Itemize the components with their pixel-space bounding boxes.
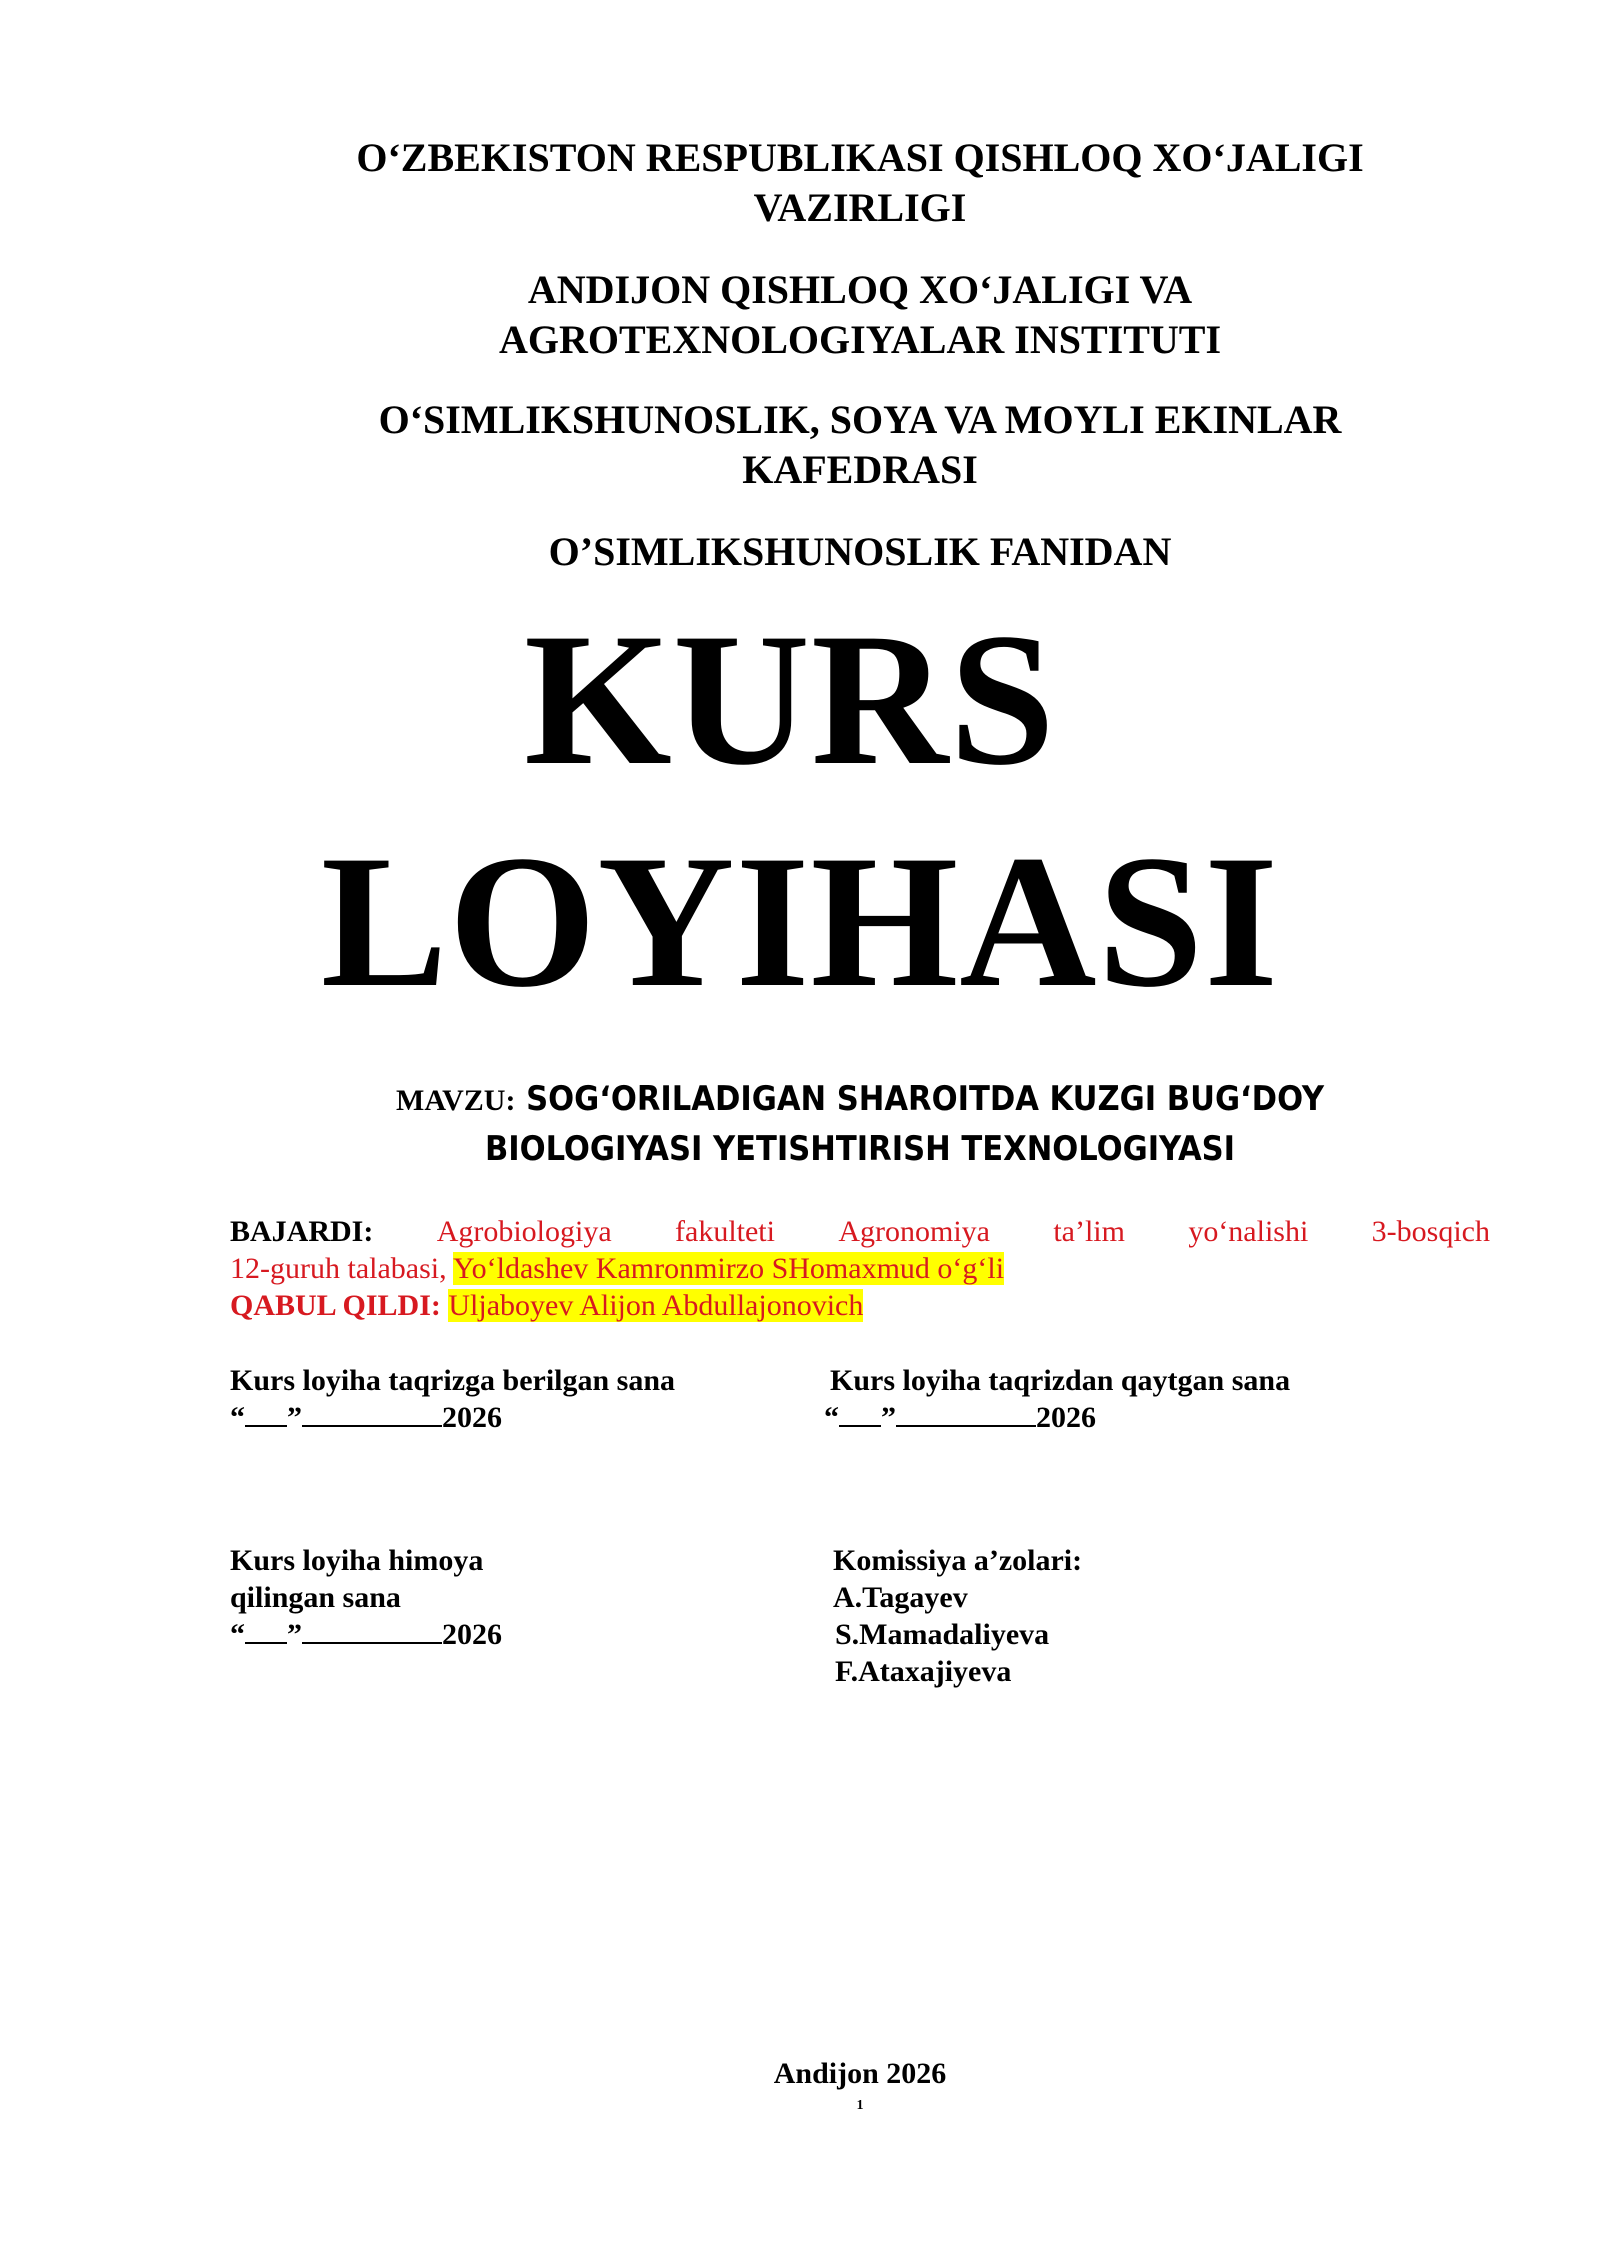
date-returned-block xyxy=(824,1362,1291,1436)
year-text: 2026 xyxy=(442,1401,502,1434)
performer-word: 3-bosqich xyxy=(1371,1215,1490,1248)
commission-label: Komissiya a’zolari: xyxy=(833,1544,1083,1577)
performer-label: BAJARDI: xyxy=(230,1215,374,1248)
title-line1: KURS xyxy=(524,595,1056,805)
receiver-name: Uljaboyev Alijon Abdullajonovich xyxy=(448,1289,864,1322)
topic-block xyxy=(230,1075,1490,1173)
month-blank xyxy=(896,1401,1036,1427)
commission-member: F.Ataxajiyeva xyxy=(835,1655,1012,1688)
date-given-blank xyxy=(230,1399,675,1436)
ministry-line2: VAZIRLIGI xyxy=(753,185,967,230)
date-given-block xyxy=(230,1362,675,1436)
date-defense-label-line2: qilingan sana xyxy=(230,1581,401,1614)
date-given-label: Kurs loyiha taqrizga berilgan sana xyxy=(230,1364,676,1397)
close-quote: ” xyxy=(287,1618,302,1651)
topic-label: MAVZU: xyxy=(396,1084,516,1117)
receiver-line xyxy=(230,1287,1490,1324)
date-defense-blank xyxy=(230,1616,502,1653)
performer-line1 xyxy=(230,1213,1490,1250)
department-line1: O‘SIMLIKSHUNOSLIK, SOYA VA MOYLI EKINLAR xyxy=(378,397,1342,442)
date-defense-label-line1: Kurs loyiha himoya xyxy=(230,1544,484,1577)
institute-line1: ANDIJON QISHLOQ XO‘JALIGI VA xyxy=(527,267,1193,312)
performer-word: ta’lim xyxy=(1053,1215,1125,1248)
performer-word: yo‘nalishi xyxy=(1188,1215,1309,1248)
open-quote: “ xyxy=(824,1401,839,1434)
date-defense-block xyxy=(230,1542,502,1653)
close-quote: ” xyxy=(287,1401,302,1434)
student-name: Yo‘ldashev Kamronmirzo SHomaxmud o‘g‘li xyxy=(453,1252,1005,1285)
institute-heading xyxy=(230,265,1490,365)
close-quote: ” xyxy=(881,1401,896,1434)
page-number: 1 xyxy=(856,2098,864,2113)
department-line2: KAFEDRASI xyxy=(742,447,978,492)
date-returned-label: Kurs loyiha taqrizdan qaytgan sana xyxy=(830,1364,1291,1397)
topic-line2: BIOLOGIYASI YETISHTIRISH TEXNOLOGIYASI xyxy=(484,1129,1236,1169)
open-quote: “ xyxy=(230,1401,245,1434)
day-blank xyxy=(245,1618,287,1644)
performer-line2 xyxy=(230,1250,1490,1287)
commission-block xyxy=(833,1542,1082,1690)
department-heading xyxy=(230,395,1490,495)
year-text: 2026 xyxy=(1036,1401,1096,1434)
institute-line2: AGROTEXNOLOGIYALAR INSTITUTI xyxy=(498,317,1222,362)
footer-city-year: Andijon 2026 xyxy=(773,2057,947,2090)
ministry-line1: O‘ZBEKISTON RESPUBLIKASI QISHLOQ XO‘JALIGI xyxy=(356,135,1364,180)
day-blank xyxy=(839,1401,881,1427)
performer-word: Agrobiologiya xyxy=(436,1215,612,1248)
year-text: 2026 xyxy=(442,1618,502,1651)
subject-line: O’SIMLIKSHUNOSLIK FANIDAN xyxy=(548,529,1172,574)
subject-heading xyxy=(230,527,1490,577)
title-line2: LOYIHASI xyxy=(320,817,1280,1027)
month-blank xyxy=(302,1618,442,1644)
date-returned-blank xyxy=(824,1399,1290,1436)
performer-word: Agronomiya xyxy=(838,1215,990,1248)
open-quote: “ xyxy=(230,1618,245,1651)
receiver-label: QABUL QILDI: xyxy=(230,1289,441,1322)
performer-group: 12-guruh talabasi, xyxy=(230,1252,447,1285)
ministry-heading xyxy=(230,133,1490,233)
topic-line1-wrap xyxy=(230,1075,1490,1125)
topic-line1: SOG‘ORILADIGAN SHAROITDA KUZGI BUG‘DOY xyxy=(526,1079,1324,1119)
commission-member: S.Mamadaliyeva xyxy=(835,1618,1050,1651)
day-blank xyxy=(245,1401,287,1427)
commission-member: A.Tagayev xyxy=(833,1581,968,1614)
month-blank xyxy=(302,1401,442,1427)
performer-word: fakulteti xyxy=(675,1215,775,1248)
